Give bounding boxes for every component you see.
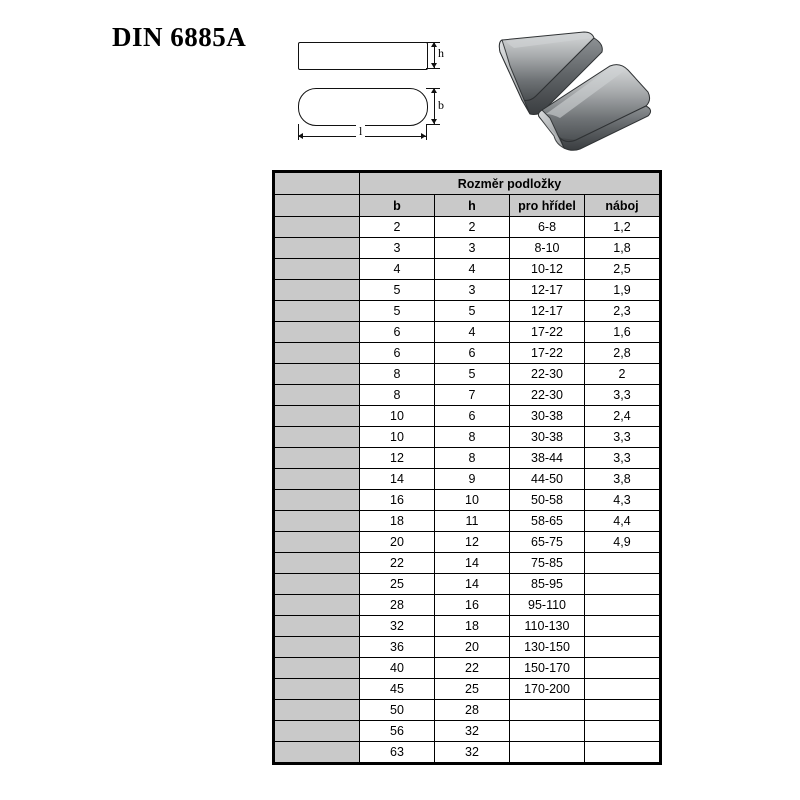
column-header-b: b	[360, 195, 435, 217]
cell-shaft: 12-17	[510, 301, 585, 322]
column-header-shaft: pro hřídel	[510, 195, 585, 217]
cell-shaft: 8-10	[510, 238, 585, 259]
row-shade-cell	[275, 448, 360, 469]
cell-b: 10	[360, 406, 435, 427]
row-shade-cell	[275, 364, 360, 385]
cell-h: 14	[435, 574, 510, 595]
row-shade-cell	[275, 553, 360, 574]
row-shade-cell	[275, 238, 360, 259]
cell-shaft: 65-75	[510, 532, 585, 553]
cell-shaft: 17-22	[510, 322, 585, 343]
cell-shaft: 85-95	[510, 574, 585, 595]
b-label: b	[438, 98, 444, 112]
cell-hub	[585, 574, 660, 595]
cell-h: 28	[435, 700, 510, 721]
cell-shaft: 58-65	[510, 511, 585, 532]
cell-h: 3	[435, 280, 510, 301]
cell-b: 18	[360, 511, 435, 532]
cell-h: 8	[435, 448, 510, 469]
row-shade-cell	[275, 427, 360, 448]
cell-b: 6	[360, 343, 435, 364]
column-header-h: h	[435, 195, 510, 217]
cell-hub	[585, 721, 660, 742]
cell-shaft: 95-110	[510, 595, 585, 616]
header-blank-cell-2	[275, 195, 360, 217]
table-row	[275, 280, 660, 301]
cell-h: 4	[435, 322, 510, 343]
cell-b: 6	[360, 322, 435, 343]
cell-hub: 2,4	[585, 406, 660, 427]
cell-h: 5	[435, 364, 510, 385]
key-side-view	[298, 42, 428, 70]
cell-hub: 4,9	[585, 532, 660, 553]
table-row	[275, 406, 660, 427]
cell-shaft	[510, 742, 585, 763]
h-ext-bottom	[426, 68, 440, 69]
cell-shaft: 130-150	[510, 637, 585, 658]
b-ext-bottom	[426, 124, 440, 125]
cell-hub	[585, 637, 660, 658]
table-row	[275, 511, 660, 532]
cell-b: 36	[360, 637, 435, 658]
table-row	[275, 553, 660, 574]
cell-b: 28	[360, 595, 435, 616]
table-row	[275, 595, 660, 616]
row-shade-cell	[275, 679, 360, 700]
cell-shaft: 17-22	[510, 343, 585, 364]
table-row	[275, 616, 660, 637]
cell-shaft: 6-8	[510, 217, 585, 238]
l-label: l	[356, 124, 365, 139]
cell-hub: 3,3	[585, 427, 660, 448]
table-body	[275, 217, 660, 763]
table-row	[275, 385, 660, 406]
cell-hub: 3,3	[585, 448, 660, 469]
cell-shaft	[510, 721, 585, 742]
column-header-hub: náboj	[585, 195, 660, 217]
cell-h: 7	[435, 385, 510, 406]
table-head	[275, 173, 660, 217]
table-row	[275, 217, 660, 238]
row-shade-cell	[275, 658, 360, 679]
table-row	[275, 574, 660, 595]
cell-h: 2	[435, 217, 510, 238]
group-header-rozmer: Rozměr podložky	[360, 173, 660, 195]
cell-shaft: 12-17	[510, 280, 585, 301]
table-row	[275, 259, 660, 280]
cell-b: 8	[360, 385, 435, 406]
h-label: h	[438, 46, 444, 60]
row-shade-cell	[275, 343, 360, 364]
cell-b: 3	[360, 238, 435, 259]
table-row	[275, 658, 660, 679]
cell-b: 5	[360, 301, 435, 322]
cell-hub: 2,3	[585, 301, 660, 322]
cell-shaft: 30-38	[510, 427, 585, 448]
cell-hub	[585, 679, 660, 700]
cell-h: 14	[435, 553, 510, 574]
table-row	[275, 343, 660, 364]
row-shade-cell	[275, 595, 360, 616]
table-row	[275, 364, 660, 385]
cell-hub: 1,8	[585, 238, 660, 259]
cell-hub	[585, 700, 660, 721]
cell-b: 32	[360, 616, 435, 637]
table-row	[275, 427, 660, 448]
cell-b: 4	[360, 259, 435, 280]
cell-shaft	[510, 700, 585, 721]
cell-shaft: 170-200	[510, 679, 585, 700]
cell-h: 25	[435, 679, 510, 700]
cell-hub: 3,8	[585, 469, 660, 490]
dimension-table-outer	[272, 170, 662, 765]
cell-h: 32	[435, 742, 510, 763]
cell-h: 4	[435, 259, 510, 280]
row-shade-cell	[275, 406, 360, 427]
cell-shaft: 150-170	[510, 658, 585, 679]
b-ext-top	[426, 88, 440, 89]
cell-hub	[585, 595, 660, 616]
cell-b: 8	[360, 364, 435, 385]
technical-drawing	[270, 20, 460, 145]
cell-b: 12	[360, 448, 435, 469]
cell-h: 5	[435, 301, 510, 322]
cell-h: 9	[435, 469, 510, 490]
cell-hub: 2,5	[585, 259, 660, 280]
row-shade-cell	[275, 259, 360, 280]
cell-shaft: 22-30	[510, 385, 585, 406]
cell-hub: 2,8	[585, 343, 660, 364]
cell-h: 8	[435, 427, 510, 448]
cell-hub: 1,9	[585, 280, 660, 301]
cell-h: 18	[435, 616, 510, 637]
cell-shaft: 30-38	[510, 406, 585, 427]
row-shade-cell	[275, 574, 360, 595]
cell-h: 12	[435, 532, 510, 553]
cell-h: 16	[435, 595, 510, 616]
page-title: DIN 6885A	[112, 22, 247, 52]
cell-b: 14	[360, 469, 435, 490]
cell-hub	[585, 616, 660, 637]
row-shade-cell	[275, 637, 360, 658]
table-row	[275, 679, 660, 700]
row-shade-cell	[275, 532, 360, 553]
cell-h: 6	[435, 406, 510, 427]
table-row	[275, 490, 660, 511]
cell-b: 20	[360, 532, 435, 553]
table-row	[275, 700, 660, 721]
cell-h: 32	[435, 721, 510, 742]
l-ext-right	[426, 124, 427, 140]
cell-h: 11	[435, 511, 510, 532]
row-shade-cell	[275, 721, 360, 742]
cell-b: 2	[360, 217, 435, 238]
cell-h: 10	[435, 490, 510, 511]
cell-shaft: 50-58	[510, 490, 585, 511]
row-shade-cell	[275, 280, 360, 301]
table-row	[275, 238, 660, 259]
cell-hub: 4,4	[585, 511, 660, 532]
cell-b: 22	[360, 553, 435, 574]
table-row	[275, 721, 660, 742]
table-row	[275, 742, 660, 763]
cell-shaft: 22-30	[510, 364, 585, 385]
cell-shaft: 10-12	[510, 259, 585, 280]
h-ext-top	[426, 42, 440, 43]
row-shade-cell	[275, 490, 360, 511]
cell-hub	[585, 553, 660, 574]
header-blank-cell	[275, 173, 360, 195]
cell-hub: 1,6	[585, 322, 660, 343]
cell-hub: 1,2	[585, 217, 660, 238]
table-row	[275, 637, 660, 658]
cell-shaft: 75-85	[510, 553, 585, 574]
cell-hub	[585, 658, 660, 679]
key-photo	[480, 22, 670, 152]
row-shade-cell	[275, 385, 360, 406]
row-shade-cell	[275, 742, 360, 763]
table-row	[275, 322, 660, 343]
cell-hub: 4,3	[585, 490, 660, 511]
row-shade-cell	[275, 511, 360, 532]
cell-b: 5	[360, 280, 435, 301]
cell-shaft: 38-44	[510, 448, 585, 469]
cell-hub: 2	[585, 364, 660, 385]
l-ext-left	[298, 124, 299, 140]
dimension-table-wrapper	[272, 170, 658, 770]
row-shade-cell	[275, 469, 360, 490]
cell-h: 22	[435, 658, 510, 679]
cell-b: 56	[360, 721, 435, 742]
row-shade-cell	[275, 616, 360, 637]
row-shade-cell	[275, 301, 360, 322]
table-group-header-row	[275, 173, 660, 195]
row-shade-cell	[275, 217, 360, 238]
key-photo-svg	[480, 22, 670, 152]
cell-hub	[585, 742, 660, 763]
cell-b: 63	[360, 742, 435, 763]
dimension-table	[274, 172, 660, 763]
cell-b: 16	[360, 490, 435, 511]
cell-shaft: 44-50	[510, 469, 585, 490]
cell-b: 25	[360, 574, 435, 595]
cell-hub: 3,3	[585, 385, 660, 406]
key-top-view	[298, 88, 428, 126]
cell-b: 50	[360, 700, 435, 721]
cell-b: 10	[360, 427, 435, 448]
row-shade-cell	[275, 322, 360, 343]
cell-shaft: 110-130	[510, 616, 585, 637]
table-row	[275, 532, 660, 553]
cell-b: 45	[360, 679, 435, 700]
table-row	[275, 301, 660, 322]
table-row	[275, 469, 660, 490]
row-shade-cell	[275, 700, 360, 721]
table-row	[275, 448, 660, 469]
cell-h: 6	[435, 343, 510, 364]
table-column-header-row	[275, 195, 660, 217]
cell-h: 3	[435, 238, 510, 259]
cell-h: 20	[435, 637, 510, 658]
cell-b: 40	[360, 658, 435, 679]
